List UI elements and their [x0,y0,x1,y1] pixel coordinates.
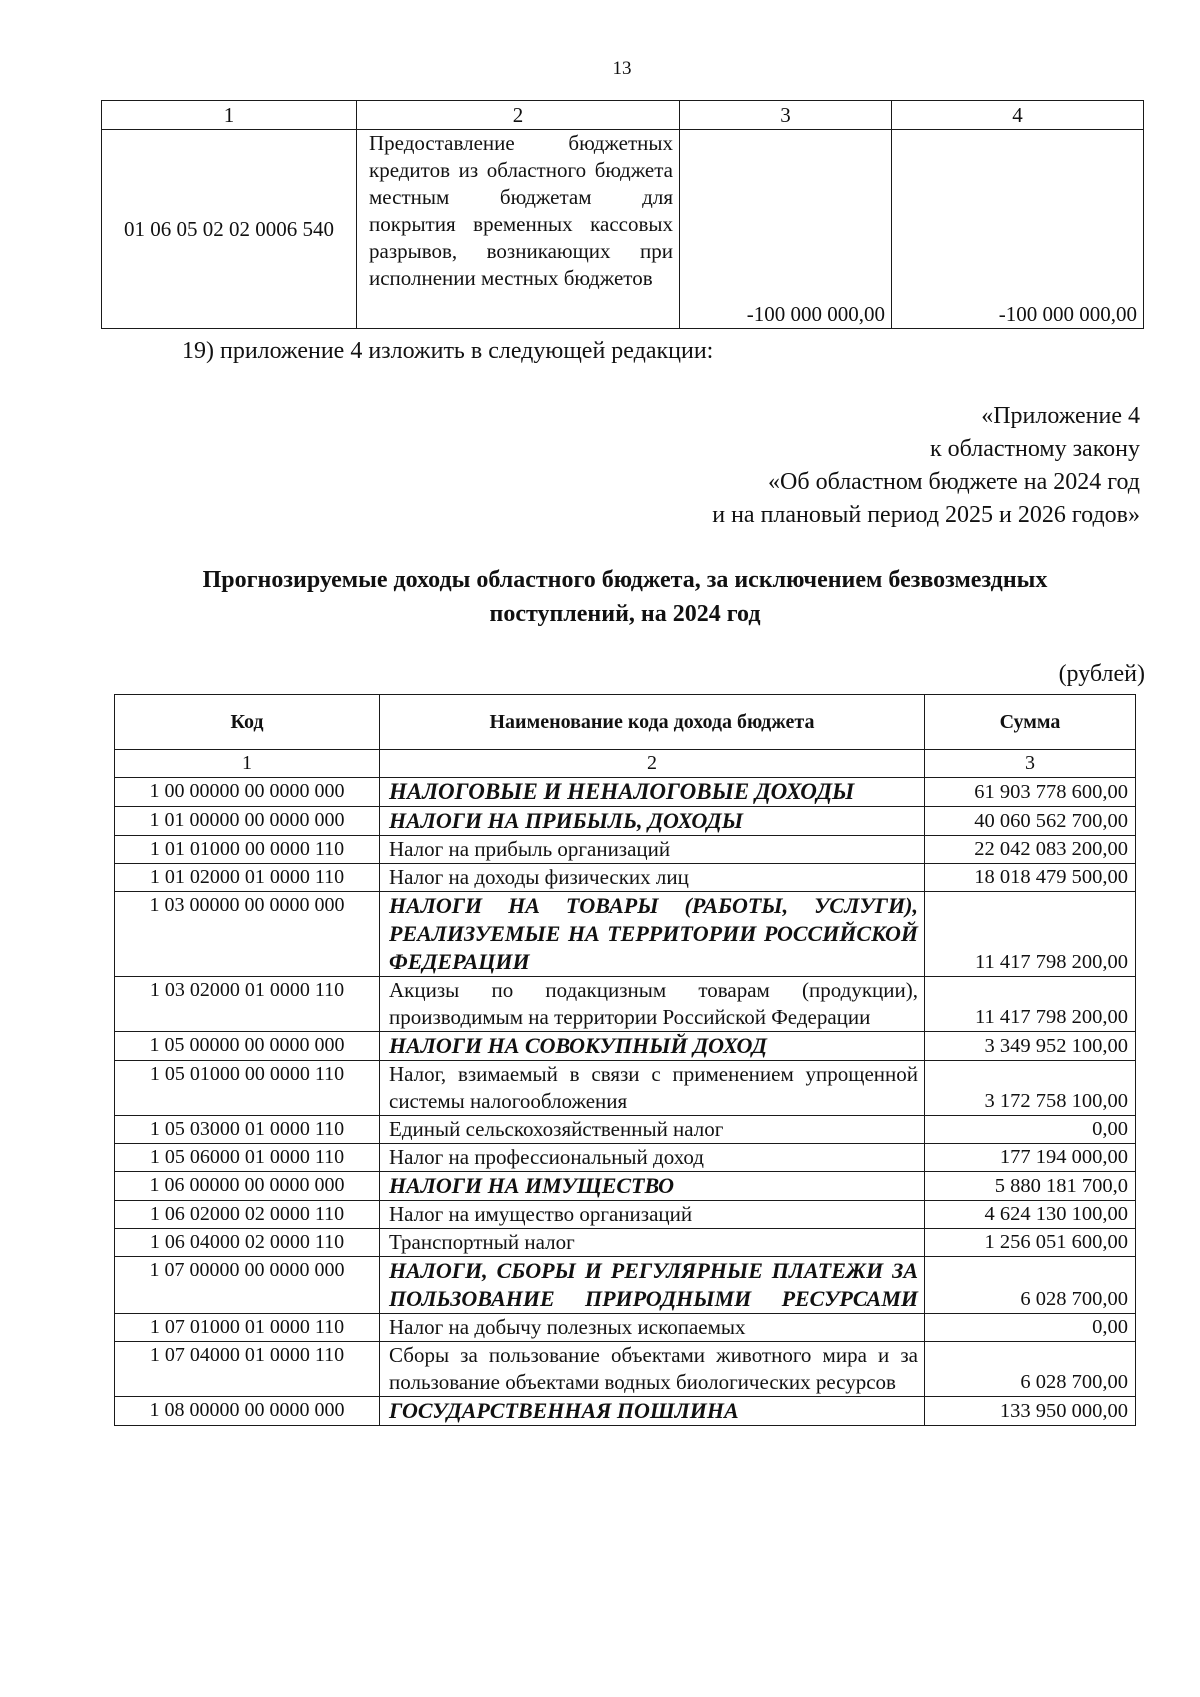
row-code: 1 05 01000 00 0000 110 [115,1061,380,1116]
table-row [115,1397,1136,1426]
table-row [115,1144,1136,1172]
table-row [115,864,1136,892]
column-number: 1 [102,101,357,130]
row-amount: 18 018 479 500,00 [925,864,1136,892]
row-name: Сборы за пользование объектами животного мира и за пользование объектами водных биологических ресурсов [380,1342,925,1397]
row-amount: 133 950 000,00 [925,1397,1136,1426]
row-amount: 22 042 083 200,00 [925,836,1136,864]
row-code: 1 01 00000 00 0000 000 [115,807,380,836]
table-row [115,1172,1136,1201]
row-amount: 5 880 181 700,0 [925,1172,1136,1201]
row-amount: 6 028 700,00 [925,1342,1136,1397]
row-code: 01 06 05 02 02 0006 540 [102,130,357,329]
title-line: Прогнозируемые доходы областного бюджета, за исключением безвозмездных [202,567,1048,593]
row-code: 1 05 06000 01 0000 110 [115,1144,380,1172]
column-number-row [115,750,1136,778]
row-name: Акцизы по подакцизным товарам (продукции), производимым на территории Российской Федерации [380,977,925,1032]
unit-label: (рублей) [1058,661,1145,687]
row-amount: 40 060 562 700,00 [925,807,1136,836]
row-amount: 11 417 798 200,00 [925,977,1136,1032]
table-row [115,892,1136,977]
row-amount: 4 624 130 100,00 [925,1201,1136,1229]
table-row [115,977,1136,1032]
row-name: Налог на прибыль организаций [380,836,925,864]
row-code: 1 05 00000 00 0000 000 [115,1032,380,1061]
column-number: 3 [680,101,892,130]
table-row [115,1314,1136,1342]
row-name: ГОСУДАРСТВЕННАЯ ПОШЛИНА [380,1397,925,1426]
row-name: Транспортный налог [380,1229,925,1257]
row-code: 1 06 04000 02 0000 110 [115,1229,380,1257]
continuation-table [101,100,1144,329]
row-code: 1 06 00000 00 0000 000 [115,1172,380,1201]
table-row [115,778,1136,807]
row-code: 1 01 01000 00 0000 110 [115,836,380,864]
row-name: НАЛОГИ НА СОВОКУПНЫЙ ДОХОД [380,1032,925,1061]
table-row [102,130,1144,329]
column-header-code: Код [115,695,380,750]
row-name: Налог на имущество организаций [380,1201,925,1229]
row-code: 1 06 02000 02 0000 110 [115,1201,380,1229]
row-amount: 11 417 798 200,00 [925,892,1136,977]
column-number: 2 [357,101,680,130]
column-number: 2 [380,750,925,778]
row-amount: 177 194 000,00 [925,1144,1136,1172]
page-title [120,563,1130,631]
continuation-table-header-row [102,101,1144,130]
column-number: 3 [925,750,1136,778]
column-number: 1 [115,750,380,778]
table-row [115,1116,1136,1144]
row-name: Налог на профессиональный доход [380,1144,925,1172]
column-header-amount: Сумма [925,695,1136,750]
table-header-row [115,695,1136,750]
row-code: 1 07 04000 01 0000 110 [115,1342,380,1397]
table-row [115,836,1136,864]
row-code: 1 05 03000 01 0000 110 [115,1116,380,1144]
row-code: 1 03 02000 01 0000 110 [115,977,380,1032]
instruction-text: 19) приложение 4 изложить в следующей редакции: [182,338,714,364]
table-row [115,1229,1136,1257]
row-name: НАЛОГИ, СБОРЫ И РЕГУЛЯРНЫЕ ПЛАТЕЖИ ЗА ПОЛЬЗОВАНИЕ ПРИРОДНЫМИ РЕСУРСАМИ [380,1257,925,1314]
row-name: НАЛОГИ НА ИМУЩЕСТВО [380,1172,925,1201]
column-header-name: Наименование кода дохода бюджета [380,695,925,750]
row-amount: 3 172 758 100,00 [925,1061,1136,1116]
appendix-line: к областному закону [929,436,1140,462]
row-sum-col4: -100 000 000,00 [892,130,1144,329]
table-row [115,1257,1136,1314]
row-amount: 0,00 [925,1314,1136,1342]
row-name: НАЛОГИ НА ТОВАРЫ (РАБОТЫ, УСЛУГИ), РЕАЛИЗУЕМЫЕ НА ТЕРРИТОРИИ РОССИЙСКОЙ ФЕДЕРАЦИИ [380,892,925,977]
appendix-line: и на плановый период 2025 и 2026 годов» [712,502,1140,528]
appendix-line: «Об областном бюджете на 2024 год [768,469,1140,495]
table-row [115,1342,1136,1397]
table-row [115,1061,1136,1116]
row-amount: 1 256 051 600,00 [925,1229,1136,1257]
row-code: 1 07 00000 00 0000 000 [115,1257,380,1314]
row-amount: 0,00 [925,1116,1136,1144]
row-code: 1 08 00000 00 0000 000 [115,1397,380,1426]
page-number: 13 [612,58,632,79]
row-name: Налог на добычу полезных ископаемых [380,1314,925,1342]
row-name: НАЛОГОВЫЕ И НЕНАЛОГОВЫЕ ДОХОДЫ [380,778,925,807]
row-sum-col3: -100 000 000,00 [680,130,892,329]
title-line: поступлений, на 2024 год [489,601,761,627]
table-row [115,1032,1136,1061]
column-number: 4 [892,101,1144,130]
row-name: НАЛОГИ НА ПРИБЫЛЬ, ДОХОДЫ [380,807,925,836]
row-code: 1 00 00000 00 0000 000 [115,778,380,807]
row-code: 1 01 02000 01 0000 110 [115,864,380,892]
row-name: Предоставление бюджетных кредитов из областного бюджета местным бюджетам для покрытия временных кассовых разрывов, возникающих при исполнении местных бюджетов [357,130,680,329]
row-name: Налог, взимаемый в связи с применением упрощенной системы налогообложения [380,1061,925,1116]
row-name: Налог на доходы физических лиц [380,864,925,892]
appendix-header [712,400,1140,532]
table-row [115,1201,1136,1229]
row-code: 1 07 01000 01 0000 110 [115,1314,380,1342]
row-code: 1 03 00000 00 0000 000 [115,892,380,977]
row-amount: 61 903 778 600,00 [925,778,1136,807]
table-row [115,807,1136,836]
row-name: Единый сельскохозяйственный налог [380,1116,925,1144]
row-amount: 6 028 700,00 [925,1257,1136,1314]
revenue-table [114,694,1136,1426]
row-amount: 3 349 952 100,00 [925,1032,1136,1061]
appendix-line: «Приложение 4 [981,403,1140,429]
